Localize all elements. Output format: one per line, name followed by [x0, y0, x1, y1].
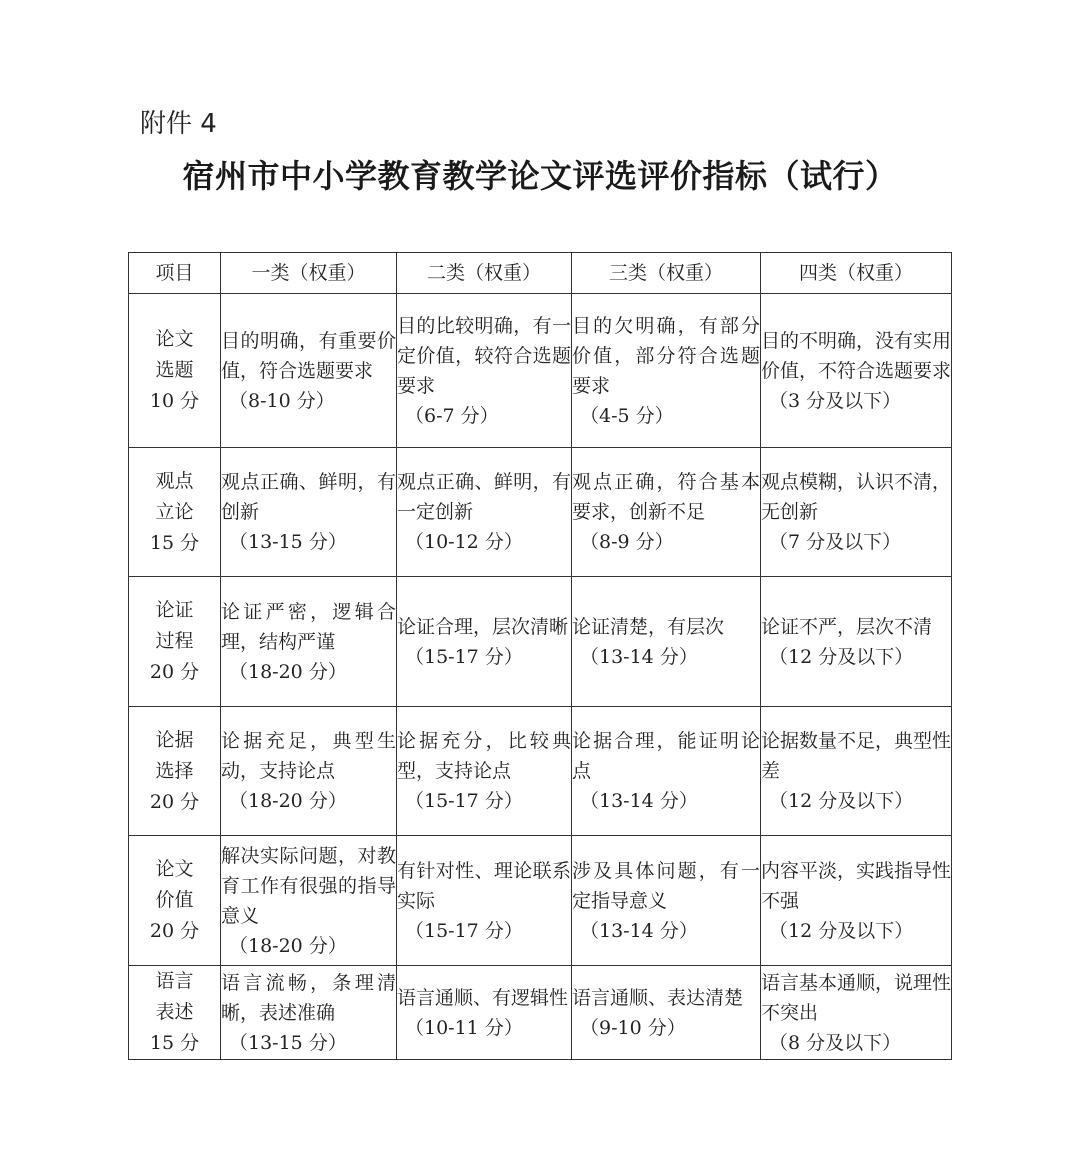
criteria-description: 论证合理，层次清晰 — [397, 615, 569, 638]
item-line: 论证 — [155, 599, 194, 621]
row-item — [129, 577, 221, 707]
table-row — [129, 294, 952, 448]
header-class-1: 一类（权重） — [221, 253, 397, 294]
row-item — [129, 966, 221, 1060]
criteria-description: 有针对性、理论联系实际 — [397, 859, 571, 912]
criteria-cell — [761, 294, 952, 448]
score-range: （8-10 分） — [229, 389, 335, 412]
criteria-cell — [572, 294, 761, 448]
score-range: （13-15 分） — [229, 531, 347, 553]
table-row — [129, 966, 952, 1060]
score-range: （10-12 分） — [405, 531, 523, 553]
criteria-cell — [572, 577, 761, 707]
attachment-label: 附件 4 — [140, 109, 217, 139]
item-line: 论文 — [155, 858, 194, 880]
score-range: （13-14 分） — [580, 790, 698, 812]
item-line: 20 分 — [149, 661, 200, 683]
table-row — [129, 448, 952, 577]
document-title: 宿州市中小学教育教学论文评选评价指标（试行） — [182, 157, 898, 195]
table-row — [129, 836, 952, 966]
item-line: 语言 — [155, 970, 194, 992]
score-range: （12 分及以下） — [769, 919, 914, 942]
criteria-cell — [397, 448, 572, 577]
row-item — [129, 707, 221, 836]
item-line: 过程 — [155, 630, 194, 652]
item-line: 立论 — [155, 500, 194, 523]
criteria-cell — [221, 836, 397, 966]
criteria-description: 论据充足，典型生动，支持论点 — [221, 730, 396, 782]
criteria-cell — [761, 448, 952, 577]
criteria-description: 观点正确、鲜明，有创新 — [221, 471, 396, 523]
item-line: 表述 — [155, 1001, 194, 1023]
header-item: 项目 — [129, 253, 221, 294]
criteria-description: 语言基本通顺，说理性不突出 — [761, 971, 952, 1024]
criteria-description: 观点正确、鲜明，有一定创新 — [397, 471, 571, 523]
criteria-cell — [397, 707, 572, 836]
score-range: （7 分及以下） — [769, 531, 902, 553]
item-line: 选题 — [155, 359, 194, 381]
score-range: （15-17 分） — [405, 645, 523, 668]
score-range: （13-15 分） — [229, 1031, 347, 1054]
criteria-description: 解决实际问题，对教育工作有很强的指导意义 — [221, 844, 396, 927]
criteria-cell — [221, 966, 397, 1060]
score-range: （15-17 分） — [405, 790, 523, 812]
item-line: 20 分 — [149, 920, 200, 942]
score-range: （12 分及以下） — [769, 645, 914, 668]
criteria-cell — [572, 707, 761, 836]
criteria-cell — [397, 294, 572, 448]
score-range: （8-9 分） — [580, 531, 674, 553]
evaluation-criteria-table — [128, 252, 952, 1060]
criteria-description: 语言流畅，条理清晰，表述准确 — [221, 971, 396, 1024]
criteria-cell — [761, 707, 952, 836]
criteria-description: 论证清楚，有层次 — [572, 615, 725, 638]
criteria-description: 内容平淡，实践指导性不强 — [761, 859, 952, 912]
header-class-4: 四类（权重） — [761, 253, 952, 294]
criteria-description: 论证不严，层次不清 — [761, 615, 933, 638]
criteria-description: 涉及具体问题，有一定指导意义 — [572, 859, 760, 912]
score-range: （10-11 分） — [405, 1016, 523, 1039]
criteria-description: 观点模糊，认识不清，无创新 — [761, 471, 952, 523]
item-line: 价值 — [155, 889, 194, 911]
table-row — [129, 577, 952, 707]
item-line: 论据 — [155, 728, 194, 751]
criteria-description: 目的不明确，没有实用价值，不符合选题要求 — [761, 329, 952, 382]
score-range: （6-7 分） — [405, 404, 499, 427]
criteria-description: 语言通顺、有逻辑性 — [397, 986, 569, 1009]
criteria-description: 论据充分，比较典型，支持论点 — [397, 730, 571, 782]
item-line: 10 分 — [149, 390, 200, 412]
score-range: （4-5 分） — [580, 404, 674, 427]
criteria-cell — [572, 448, 761, 577]
criteria-cell — [572, 966, 761, 1060]
criteria-description: 论据合理，能证明论点 — [572, 730, 760, 782]
criteria-cell — [221, 707, 397, 836]
score-range: （9-10 分） — [580, 1016, 686, 1039]
criteria-cell — [572, 836, 761, 966]
criteria-cell — [221, 577, 397, 707]
criteria-description: 目的欠明确，有部分价值，部分符合选题要求 — [572, 314, 760, 397]
criteria-description: 观点正确，符合基本要求，创新不足 — [572, 471, 760, 523]
row-item — [129, 836, 221, 966]
score-range: （8 分及以下） — [769, 1031, 902, 1054]
score-range: （3 分及以下） — [769, 389, 902, 412]
criteria-cell — [397, 966, 572, 1060]
header-class-2: 二类（权重） — [397, 253, 572, 294]
criteria-cell — [397, 836, 572, 966]
score-range: （13-14 分） — [580, 919, 698, 942]
table-header-row — [129, 253, 952, 294]
item-line: 15 分 — [149, 1032, 200, 1054]
criteria-cell — [761, 577, 952, 707]
criteria-cell — [397, 577, 572, 707]
criteria-cell — [221, 294, 397, 448]
item-line: 20 分 — [149, 790, 200, 813]
criteria-description: 论据数量不足，典型性差 — [761, 730, 952, 782]
score-range: （18-20 分） — [229, 934, 347, 957]
score-range: （15-17 分） — [405, 919, 523, 942]
item-line: 15 分 — [149, 531, 200, 554]
item-line: 选择 — [155, 759, 194, 782]
item-line: 观点 — [155, 469, 194, 492]
score-range: （18-20 分） — [229, 660, 347, 683]
criteria-cell — [221, 448, 397, 577]
table-row — [129, 707, 952, 836]
score-range: （13-14 分） — [580, 645, 698, 668]
criteria-description: 论证严密，逻辑合理，结构严谨 — [221, 600, 396, 653]
item-line: 论文 — [155, 328, 194, 350]
criteria-cell — [761, 836, 952, 966]
row-item — [129, 294, 221, 448]
criteria-description: 目的比较明确，有一定价值，较符合选题要求 — [397, 314, 571, 397]
criteria-description: 语言通顺、表达清楚 — [572, 986, 744, 1009]
score-range: （12 分及以下） — [769, 790, 914, 812]
criteria-cell — [761, 966, 952, 1060]
criteria-description: 目的明确，有重要价值，符合选题要求 — [221, 329, 396, 382]
header-class-3: 三类（权重） — [572, 253, 761, 294]
row-item — [129, 448, 221, 577]
score-range: （18-20 分） — [229, 790, 347, 812]
